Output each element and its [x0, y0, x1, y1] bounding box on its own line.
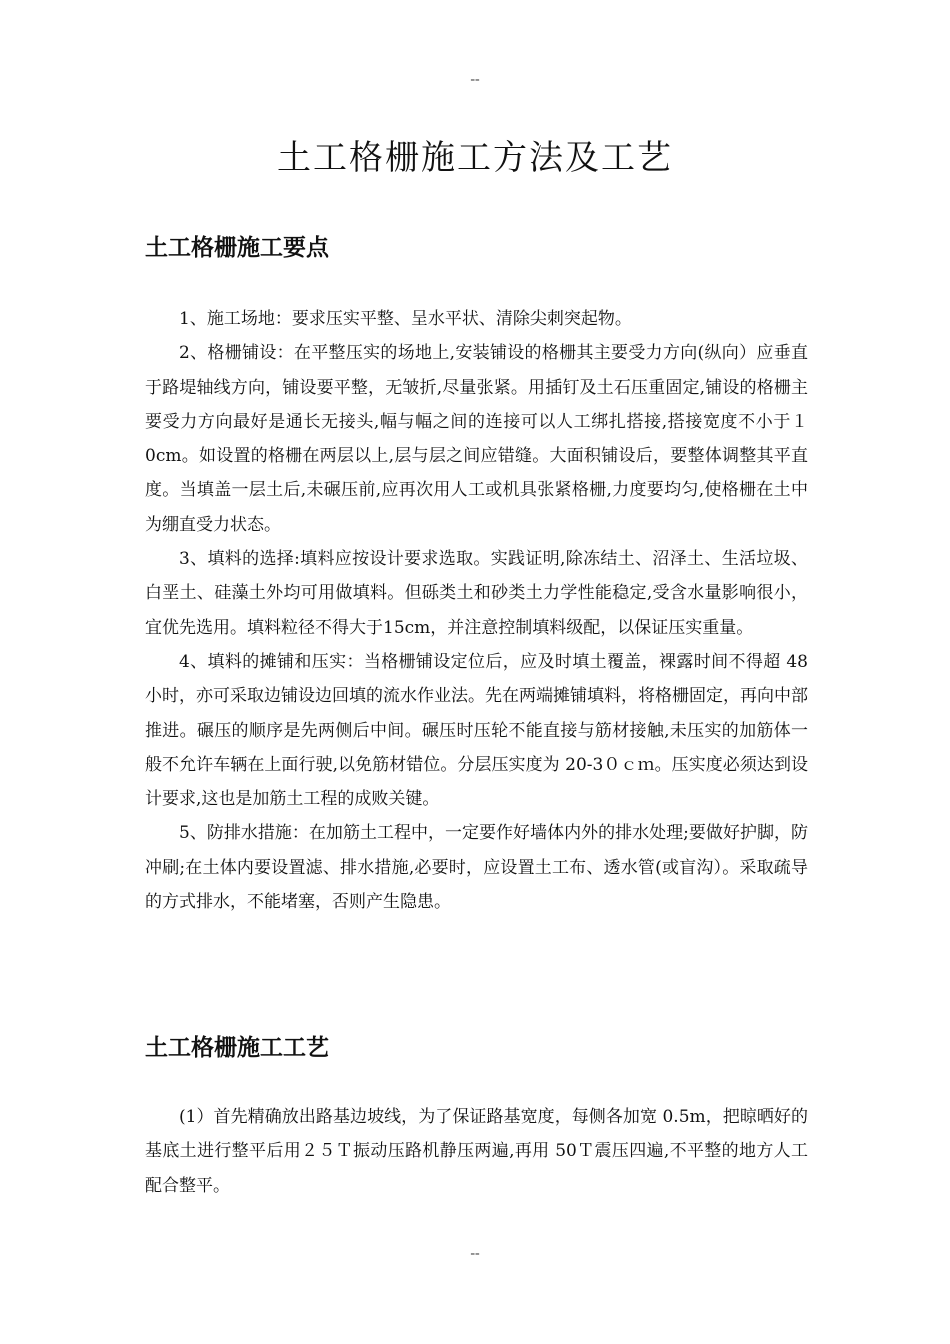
paragraph-site-preparation: 1、施工场地：要求压实平整、呈水平状、清除尖刺突起物。 — [179, 309, 632, 329]
document-title: 土工格栅施工方法及工艺 — [277, 138, 673, 178]
page-marker-top: -- — [470, 72, 480, 87]
paragraph-spreading-compaction: 4、填料的摊铺和压实：当格栅铺设定位后，应及时填土覆盖，裸露时间不得超 48 小时，亦可采取边铺设边回填的流水作业法。先在两端摊铺填料，将格栅固定，再向中部推进。碾压的顺序是先两侧后中间。碾压时压轮不能直接与筋材接触,未压实的加筋体一般不允许车辆在上面行驶,以免筋材错位。分层压实度为 20-3０ｃｍ。压实度必须达到设计要求,这也是加筋土工程的成败关键。 — [145, 651, 808, 810]
section-body-process — [145, 1100, 808, 1203]
page-marker-bottom: -- — [470, 1246, 480, 1261]
section-heading-process: 土工格栅施工工艺 — [145, 1035, 329, 1061]
paragraph-drainage: 5、防排水措施：在加筋土工程中，一定要作好墙体内外的排水处理;要做好护脚，防冲刷;在土体内要设置滤、排水措施,必要时，应设置土工布、透水管(或盲沟）。采取疏导的方式排水，不能堵塞，否则产生隐患。 — [145, 823, 808, 913]
paragraph-fill-selection: 3、填料的选择:填料应按设计要求选取。实践证明,除冻结土、沼泽土、生活垃圾、白垩土、硅藻土外均可用做填料。但砾类土和砂类土力学性能稳定,受含水量影响很小，宜优先选用。填料粒径不得大于15cm，并注意控制填料级配，以保证压实重量。 — [145, 549, 808, 638]
paragraph-step-1: (1）首先精确放出路基边坡线，为了保证路基宽度，每侧各加宽 0.5m，把晾晒好的基底土进行整平后用２５Ｔ振动压路机静压两遍,再用 50Ｔ震压四遍,不平整的地方人工配合整平。 — [145, 1107, 808, 1196]
section-body-key-points — [145, 302, 808, 919]
paragraph-grid-laying: 2、格栅铺设：在平整压实的场地上,安装铺设的格栅其主要受力方向(纵向）应垂直于路堤轴线方向，铺设要平整，无皱折,尽量张紧。用插钉及土石压重固定,铺设的格栅主要受力方向最好是通长无接头,幅与幅之间的连接可以人工绑扎搭接,搭接宽度不小于１0cm。如设置的格栅在两层以上,层与层之间应错缝。大面积铺设后，要整体调整其平直度。当填盖一层土后,未碾压前,应再次用人工或机具张紧格栅,力度要均匀,使格栅在土中为绷直受力状态。 — [145, 343, 808, 535]
section-heading-key-points: 土工格栅施工要点 — [145, 235, 329, 261]
